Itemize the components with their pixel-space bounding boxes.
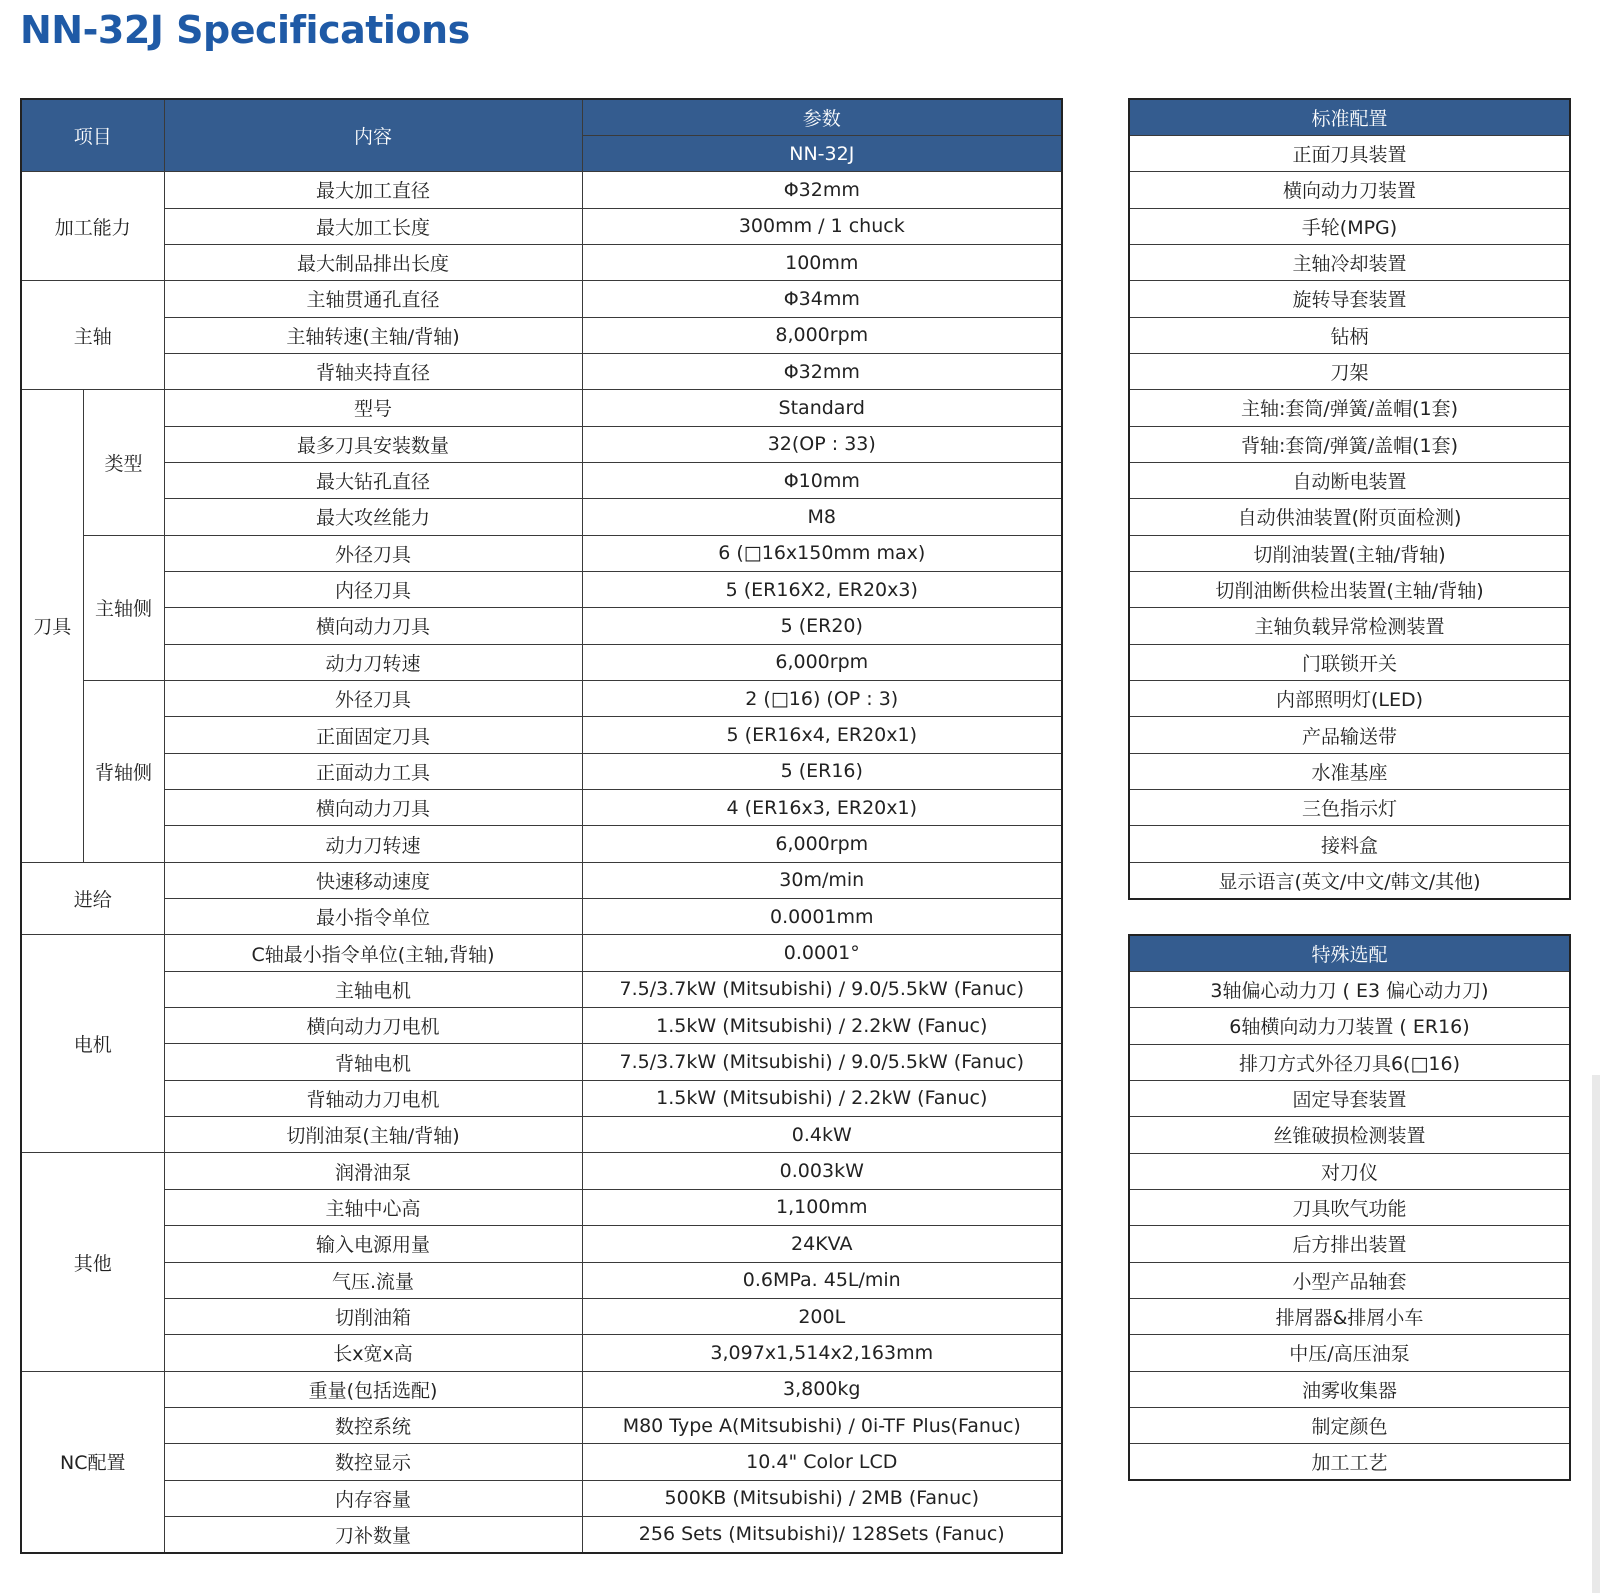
content-cell: 重量(包括选配) (164, 1371, 582, 1407)
content-cell: 最小指令单位 (164, 899, 582, 935)
value-cell: 3,097x1,514x2,163mm (582, 1335, 1062, 1371)
standard-config-item: 旋转导套装置 (1129, 281, 1570, 317)
value-cell: 500KB (Mitsubishi) / 2MB (Fanuc) (582, 1480, 1062, 1516)
content-cell: 最大钻孔直径 (164, 462, 582, 498)
value-cell: 6,000rpm (582, 644, 1062, 680)
content-cell: 最多刀具安装数量 (164, 426, 582, 462)
content-cell: 最大加工直径 (164, 172, 582, 208)
table-row (21, 1371, 1062, 1407)
table-row (21, 208, 1062, 244)
content-cell: 外径刀具 (164, 681, 582, 717)
table-row (21, 571, 1062, 607)
standard-config-header: 标准配置 (1129, 99, 1570, 135)
list-item (1129, 535, 1570, 571)
standard-config-table (1128, 98, 1571, 900)
content-cell: 刀补数量 (164, 1516, 582, 1552)
table-row (21, 1008, 1062, 1044)
special-option-item: 后方排出装置 (1129, 1226, 1570, 1262)
value-cell: 256 Sets (Mitsubishi)/ 128Sets (Fanuc) (582, 1516, 1062, 1552)
standard-config-item: 主轴负载异常检测装置 (1129, 608, 1570, 644)
value-cell: 24KVA (582, 1226, 1062, 1262)
content-cell: 长x宽x高 (164, 1335, 582, 1371)
value-cell: 32(OP : 33) (582, 426, 1062, 462)
value-cell: 0.6MPa. 45L/min (582, 1262, 1062, 1298)
table-row (21, 1226, 1062, 1262)
content-cell: 数控系统 (164, 1407, 582, 1443)
category-cell: 加工能力 (21, 172, 164, 281)
subcategory-cell: 类型 (83, 390, 164, 535)
table-row (21, 826, 1062, 862)
standard-config-item: 切削油装置(主轴/背轴) (1129, 535, 1570, 571)
content-cell: 背轴动力刀电机 (164, 1080, 582, 1116)
table-row (21, 717, 1062, 753)
standard-config-item: 主轴冷却装置 (1129, 244, 1570, 280)
value-cell: 7.5/3.7kW (Mitsubishi) / 9.0/5.5kW (Fanuc) (582, 971, 1062, 1007)
special-options-header: 特殊选配 (1129, 935, 1570, 971)
list-item (1129, 462, 1570, 498)
content-cell: 型号 (164, 390, 582, 426)
standard-config-item: 显示语言(英文/中文/韩文/其他) (1129, 862, 1570, 898)
list-item (1129, 499, 1570, 535)
standard-config-item: 三色指示灯 (1129, 790, 1570, 826)
header-row (1129, 935, 1570, 971)
value-cell: M80 Type A(Mitsubishi) / 0i-TF Plus(Fanuc) (582, 1407, 1062, 1443)
value-cell: 1,100mm (582, 1189, 1062, 1225)
table-row (21, 1335, 1062, 1371)
content-cell: 内存容量 (164, 1480, 582, 1516)
special-option-item: 对刀仪 (1129, 1153, 1570, 1189)
value-cell: 300mm / 1 chuck (582, 208, 1062, 244)
header-content: 内容 (164, 99, 582, 172)
value-cell: Φ34mm (582, 281, 1062, 317)
standard-config-item: 门联锁开关 (1129, 644, 1570, 680)
content-cell: 输入电源用量 (164, 1226, 582, 1262)
list-item (1129, 1335, 1570, 1371)
list-item (1129, 608, 1570, 644)
list-item (1129, 1189, 1570, 1225)
list-item (1129, 1044, 1570, 1080)
content-cell: 外径刀具 (164, 535, 582, 571)
value-cell: Φ32mm (582, 172, 1062, 208)
standard-config-item: 切削油断供检出装置(主轴/背轴) (1129, 571, 1570, 607)
value-cell: 10.4" Color LCD (582, 1444, 1062, 1480)
list-item (1129, 390, 1570, 426)
special-option-item: 3轴偏心动力刀 ( E3 偏心动力刀) (1129, 971, 1570, 1007)
list-item (1129, 1262, 1570, 1298)
content-cell: 切削油泵(主轴/背轴) (164, 1117, 582, 1153)
value-cell: 30m/min (582, 862, 1062, 898)
value-cell: 5 (ER16x4, ER20x1) (582, 717, 1062, 753)
list-item (1129, 681, 1570, 717)
special-option-item: 固定导套装置 (1129, 1080, 1570, 1116)
standard-config-item: 手轮(MPG) (1129, 208, 1570, 244)
table-row (21, 244, 1062, 280)
standard-config-item: 刀架 (1129, 353, 1570, 389)
table-row (21, 681, 1062, 717)
content-cell: 内径刀具 (164, 571, 582, 607)
content-cell: 主轴中心高 (164, 1189, 582, 1225)
special-option-item: 油雾收集器 (1129, 1371, 1570, 1407)
list-item (1129, 1080, 1570, 1116)
content-cell: 背轴夹持直径 (164, 353, 582, 389)
table-row (21, 753, 1062, 789)
content-cell: 横向动力刀电机 (164, 1008, 582, 1044)
content-cell: 动力刀转速 (164, 644, 582, 680)
header-param: 参数 (582, 99, 1062, 135)
standard-config-item: 内部照明灯(LED) (1129, 681, 1570, 717)
header-row (1129, 99, 1570, 135)
table-row (21, 1117, 1062, 1153)
standard-config-item: 横向动力刀装置 (1129, 172, 1570, 208)
table-row (21, 1044, 1062, 1080)
list-item (1129, 717, 1570, 753)
table-row (21, 790, 1062, 826)
list-item (1129, 1298, 1570, 1334)
list-item (1129, 281, 1570, 317)
list-item (1129, 1226, 1570, 1262)
table-row (21, 1189, 1062, 1225)
list-item (1129, 208, 1570, 244)
value-cell: Φ32mm (582, 353, 1062, 389)
value-cell: 0.0001mm (582, 899, 1062, 935)
category-cell: 刀具 (21, 390, 83, 862)
value-cell: 200L (582, 1298, 1062, 1334)
list-item (1129, 353, 1570, 389)
value-cell: Standard (582, 390, 1062, 426)
content-cell: 横向动力刀具 (164, 608, 582, 644)
value-cell: 100mm (582, 244, 1062, 280)
content-cell: 主轴转速(主轴/背轴) (164, 317, 582, 353)
content-cell: C轴最小指令单位(主轴,背轴) (164, 935, 582, 971)
header-model: NN-32J (582, 135, 1062, 171)
list-item (1129, 790, 1570, 826)
special-option-item: 小型产品轴套 (1129, 1262, 1570, 1298)
special-option-item: 排屑器&排屑小车 (1129, 1298, 1570, 1334)
special-option-item: 中压/高压油泵 (1129, 1335, 1570, 1371)
table-row (21, 172, 1062, 208)
list-item (1129, 135, 1570, 171)
content-cell: 横向动力刀具 (164, 790, 582, 826)
value-cell: 1.5kW (Mitsubishi) / 2.2kW (Fanuc) (582, 1080, 1062, 1116)
list-item (1129, 571, 1570, 607)
category-cell: 进给 (21, 862, 164, 935)
table-row (21, 535, 1062, 571)
special-option-item: 丝锥破损检测装置 (1129, 1117, 1570, 1153)
list-item (1129, 753, 1570, 789)
list-item (1129, 971, 1570, 1007)
table-row (21, 462, 1062, 498)
table-row (21, 426, 1062, 462)
category-cell: 电机 (21, 935, 164, 1153)
table-row (21, 281, 1062, 317)
standard-config-item: 背轴:套筒/弹簧/盖帽(1套) (1129, 426, 1570, 462)
special-option-item: 刀具吹气功能 (1129, 1189, 1570, 1225)
standard-config-item: 自动断电装置 (1129, 462, 1570, 498)
standard-config-item: 正面刀具装置 (1129, 135, 1570, 171)
table-row (21, 499, 1062, 535)
list-item (1129, 426, 1570, 462)
table-row (21, 317, 1062, 353)
special-option-item: 制定颜色 (1129, 1407, 1570, 1443)
content-cell: 正面固定刀具 (164, 717, 582, 753)
content-cell: 气压.流量 (164, 1262, 582, 1298)
content-cell: 数控显示 (164, 1444, 582, 1480)
list-item (1129, 862, 1570, 898)
list-item (1129, 644, 1570, 680)
table-row (21, 1262, 1062, 1298)
table-row (21, 1444, 1062, 1480)
value-cell: Φ10mm (582, 462, 1062, 498)
table-row (21, 1480, 1062, 1516)
standard-config-item: 产品输送带 (1129, 717, 1570, 753)
table-row (21, 1153, 1062, 1189)
subcategory-cell: 背轴侧 (83, 681, 164, 863)
table-row (21, 390, 1062, 426)
standard-config-item: 水准基座 (1129, 753, 1570, 789)
table-row (21, 862, 1062, 898)
special-options-table (1128, 934, 1571, 1481)
value-cell: 0.0001° (582, 935, 1062, 971)
value-cell: 6 (□16x150mm max) (582, 535, 1062, 571)
table-row (21, 1298, 1062, 1334)
list-item (1129, 172, 1570, 208)
standard-config-item: 主轴:套筒/弹簧/盖帽(1套) (1129, 390, 1570, 426)
special-option-item: 加工工艺 (1129, 1444, 1570, 1480)
list-item (1129, 1117, 1570, 1153)
subcategory-cell: 主轴侧 (83, 535, 164, 680)
header-row (21, 99, 1062, 135)
content-cell: 主轴贯通孔直径 (164, 281, 582, 317)
table-row (21, 353, 1062, 389)
value-cell: 0.003kW (582, 1153, 1062, 1189)
table-row (21, 971, 1062, 1007)
content-cell: 最大攻丝能力 (164, 499, 582, 535)
category-cell: 主轴 (21, 281, 164, 390)
table-row (21, 1516, 1062, 1552)
table-row (21, 1407, 1062, 1443)
value-cell: M8 (582, 499, 1062, 535)
value-cell: 5 (ER16X2, ER20x3) (582, 571, 1062, 607)
list-item (1129, 317, 1570, 353)
list-item (1129, 1444, 1570, 1480)
list-item (1129, 1008, 1570, 1044)
table-row (21, 608, 1062, 644)
value-cell: 0.4kW (582, 1117, 1062, 1153)
category-cell: 其他 (21, 1153, 164, 1371)
value-cell: 7.5/3.7kW (Mitsubishi) / 9.0/5.5kW (Fanuc) (582, 1044, 1062, 1080)
content-cell: 主轴电机 (164, 971, 582, 1007)
value-cell: 1.5kW (Mitsubishi) / 2.2kW (Fanuc) (582, 1008, 1062, 1044)
content-cell: 正面动力工具 (164, 753, 582, 789)
content-cell: 润滑油泵 (164, 1153, 582, 1189)
content-cell: 最大制品排出长度 (164, 244, 582, 280)
value-cell: 6,000rpm (582, 826, 1062, 862)
category-cell: NC配置 (21, 1371, 164, 1553)
content-cell: 最大加工长度 (164, 208, 582, 244)
standard-config-item: 接料盒 (1129, 826, 1570, 862)
page-edge-shade (1592, 1075, 1600, 1593)
standard-config-item: 钻柄 (1129, 317, 1570, 353)
list-item (1129, 1407, 1570, 1443)
specifications-table (20, 98, 1063, 1554)
standard-config-item: 自动供油装置(附页面检测) (1129, 499, 1570, 535)
content-cell: 切削油箱 (164, 1298, 582, 1334)
value-cell: 8,000rpm (582, 317, 1062, 353)
list-item (1129, 1153, 1570, 1189)
value-cell: 3,800kg (582, 1371, 1062, 1407)
value-cell: 2 (□16) (OP : 3) (582, 681, 1062, 717)
list-item (1129, 1371, 1570, 1407)
table-row (21, 644, 1062, 680)
special-option-item: 排刀方式外径刀具6(□16) (1129, 1044, 1570, 1080)
value-cell: 5 (ER20) (582, 608, 1062, 644)
special-option-item: 6轴横向动力刀装置 ( ER16) (1129, 1008, 1570, 1044)
table-row (21, 899, 1062, 935)
page-title: NN-32J Specifications (20, 8, 470, 52)
content-cell: 动力刀转速 (164, 826, 582, 862)
table-row (21, 935, 1062, 971)
content-cell: 背轴电机 (164, 1044, 582, 1080)
table-row (21, 1080, 1062, 1116)
value-cell: 5 (ER16) (582, 753, 1062, 789)
value-cell: 4 (ER16x3, ER20x1) (582, 790, 1062, 826)
list-item (1129, 244, 1570, 280)
content-cell: 快速移动速度 (164, 862, 582, 898)
list-item (1129, 826, 1570, 862)
header-item: 项目 (21, 99, 164, 172)
